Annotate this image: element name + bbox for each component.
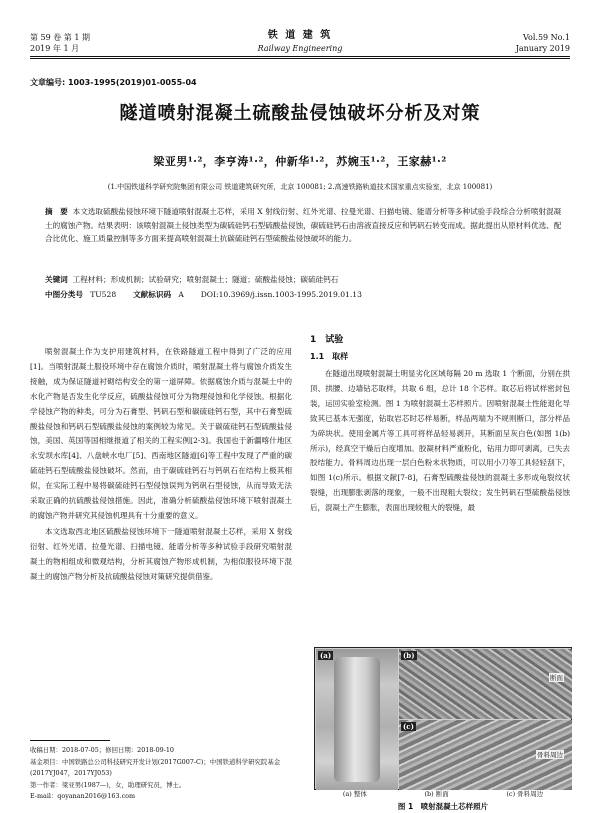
journal-name-cn: 铁 道 建 筑 xyxy=(267,30,333,41)
keywords xyxy=(45,273,565,287)
figure-caption: 图 1 喷射混凝土芯样照片 xyxy=(397,802,489,811)
subcaption-b: (b) 断面 xyxy=(424,790,449,798)
header-rule xyxy=(30,56,570,57)
subcaption-a: (a) 整体 xyxy=(342,790,367,798)
intro-paragraph-1: 喷射混凝土作为支护用建筑材料，在铁路隧道工程中得到了广泛的应用[1]。当喷射混凝土服役环境中存在腐蚀介质时，喷射混凝土将与腐蚀介质发生接触，成为保证隧道衬砌结构安全的第一道屏障。依据腐蚀介质与混凝土中的水化产物是否发生化学反应，硫酸盐侵蚀可分为物理侵蚀和化学侵蚀。根据化学侵蚀产物的种类，可分为石膏型、钙矾石型和碳硫硅钙石型，其中石膏型硫酸盐侵蚀和钙矾石型硫酸盐侵蚀的案例较为常见。关于碳硫硅钙石型硫酸盐侵蚀，美国、英国等国相继报道了相关的工程实例[2-3]。我国也于新疆喀什地区永安坝水库[4]、八盘峡水电厂[5]、西南地区隧道[6]等工程中发现了严重的碳硫硅钙石型硫酸盐侵蚀破坏。然而，由于碳硫硅钙石与钙矾石在结构上极其相似，在实际工程中易将碳硫硅钙石型侵蚀误判为钙矾石型侵蚀，从而导致无法采取正确的抗硫酸盐侵蚀措施。因此，准确分析硫酸盐侵蚀环境下喷射混凝土的腐蚀产物并研究其侵蚀机理具有十分重要的意义。 xyxy=(30,347,292,520)
publication-date-cn: 2019 年 1 月 xyxy=(30,44,80,53)
panel-c-label: (c) xyxy=(403,722,414,731)
doc-code-label: 文献标识码 xyxy=(133,290,172,299)
aggregate-photo xyxy=(399,720,572,790)
subsection-heading: 1.1 取样 xyxy=(310,352,349,361)
article-title: 隧道喷射混凝土硫酸盐侵蚀破坏分析及对策 xyxy=(119,103,481,124)
figure-1 xyxy=(314,647,572,790)
volume-issue-en: Vol.59 No.1 xyxy=(523,33,570,42)
publication-date-en: January 2019 xyxy=(515,44,570,53)
doi: DOI:10.3969/j.issn.1003-1995.2019.01.13 xyxy=(200,290,362,299)
journal-name-en: Railway Engineering xyxy=(257,44,343,53)
footnote-email: E-mail：qoyanan2016@163.com xyxy=(30,792,136,800)
doc-code: A xyxy=(178,290,184,299)
abstract xyxy=(45,205,565,246)
aggregate-callout: 骨料周边 xyxy=(537,751,563,759)
panel-a-label: (a) xyxy=(320,651,332,660)
keywords-text: 工程材料；形成机制；试验研究；喷射混凝土；隧道；硫酸盐侵蚀；碳硫硅钙石 xyxy=(72,275,339,284)
article-id: 文章编号: 1003-1995(2019)01-0055-04 xyxy=(30,78,197,87)
figure-subcaptions xyxy=(314,790,572,799)
affiliation: (1.中国铁道科学研究院集团有限公司 铁道建筑研究所，北京 100081; 2.高速铁路轨道技术国家重点实验室，北京 100081) xyxy=(107,183,493,191)
volume-issue-cn: 第 59 卷 第 1 期 xyxy=(30,33,90,42)
footnote-funding: 基金项目：中国铁路总公司科技研究开发计划(2017G007-C)；中国铁道科学研究院基金(2017YJ047，2017YJ053) xyxy=(30,757,281,777)
keywords-label: 关键词 xyxy=(45,275,68,284)
clc-label: 中图分类号 xyxy=(45,290,83,299)
section-heading: 1 试验 xyxy=(310,335,344,345)
clc-code: TU528 xyxy=(90,290,117,299)
footnote-author: 第一作者：梁亚男(1987—)，女，助理研究员，博士。 xyxy=(30,780,186,789)
core-sample xyxy=(334,657,380,782)
intro-paragraph-2: 本文选取西北地区硫酸盐侵蚀环境下一隧道喷射混凝土芯样，采用 X 射线衍射、红外光谱、拉曼光谱、扫描电镜、能谱分析等多种试验手段研究喷射混凝土的物相组成和微观结构，分析其腐蚀产物形成机制，为相似服役环境下混凝土的腐蚀产物分析及抗硫酸盐侵蚀对策研究提供借鉴。 xyxy=(30,526,292,581)
abstract-text: 本文选取硫酸盐侵蚀环境下隧道喷射混凝土芯样，采用 X 射线衍射、红外光谱、拉曼光谱、扫描电镜、能谱分析等多种试验手段综合分析喷射混凝土的腐蚀产物。结果表明：该喷射混凝土侵蚀类型为碳硫硅钙石型硫酸盐侵蚀，碳硫硅钙石由溶液直接反应和钙矾石转变而成。据此提出从原材料优选、配合比优化、施工质量控制等多方面来提高喷射混凝土抗碳硫硅钙石型硫酸盐侵蚀破坏的能力。 xyxy=(45,207,562,243)
header-rule-thin xyxy=(30,58,570,59)
panel-b-label: (b) xyxy=(403,651,415,660)
author-list: 梁亚男¹·²，李亨涛¹·²，仲新华¹·²，苏婉玉¹·²，王家赫¹·² xyxy=(153,155,447,168)
section-text: 在隧道出现喷射混凝土明显劣化区域每隔 20 m 选取 1 个断面，分别在拱顶、拱腰、边墙钻芯取样，共取 6 组，总计 18 个芯样。取芯后将试样密封包装，运回实验室检测。图 1 为喷射混凝土芯样照片。因喷射混凝土性能退化导致其已基本无强度，钻取岩芯时芯样易断，样品两端为不规则断口，部分样品为碎块状。使用金属片等工具可将样品轻易剥开，其断面呈灰白色(如图 1(b)所示)，经真空干燥后白度增加。胶凝材料严重粉化，钻用力即可剥离，已失去胶结能力。骨料周边出现一层白色粉末状物质，可以用小刀等工具轻轻刮下，如图 1(c)所示。根据文献[7-8]，石膏型硫酸盐侵蚀的混凝土多形成龟裂纹状裂缝，出现膨胀剥落的现象，一般不出现粗大裂纹；发生钙矾石型硫酸盐侵蚀后，混凝土产生膨胀，表面出现较粗大的裂缝，最 xyxy=(310,369,570,513)
footnote-received: 收稿日期：2018-07-05；修回日期：2018-09-10 xyxy=(30,746,174,754)
footnote-rule xyxy=(30,740,110,741)
introduction xyxy=(30,345,292,585)
subcaption-c: (c) 骨料周边 xyxy=(506,790,544,798)
core-sample-photo xyxy=(316,649,398,790)
abstract-label: 摘 要 xyxy=(45,207,68,216)
footnotes xyxy=(30,745,292,803)
classification-line xyxy=(45,288,565,302)
fracture-surface-photo xyxy=(399,649,572,719)
fracture-callout: 断面 xyxy=(550,674,563,682)
